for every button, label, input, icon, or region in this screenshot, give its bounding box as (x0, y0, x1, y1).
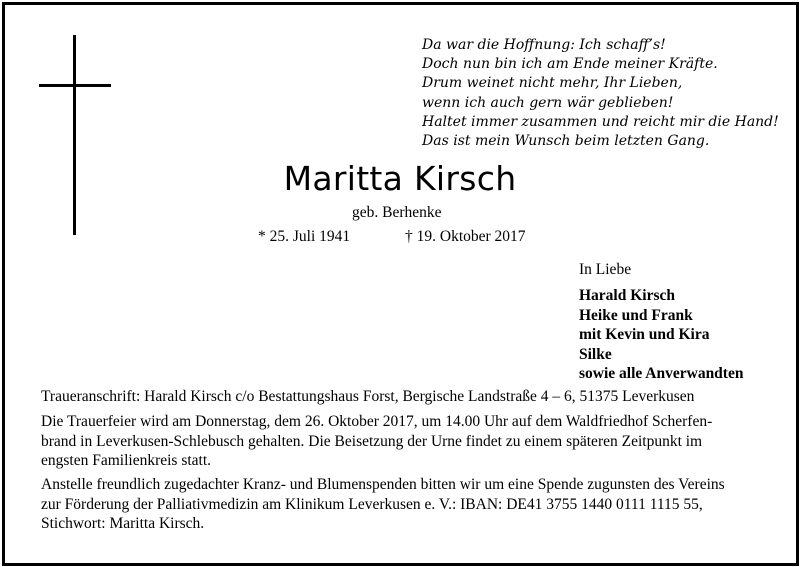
ceremony-line: brand in Leverkusen-Schlebusch gehalten. Die Beisetzung der Urne findet zu einem späteren Zeitpunkt im (41, 432, 703, 450)
ceremony-line: Die Trauerfeier wird am Donnerstag, dem 26. Oktober 2017, um 14.00 Uhr auf dem Waldfriedhof Scherfen- (41, 413, 713, 430)
mourners-list (579, 286, 743, 384)
poem-line: wenn ich auch gern wär geblieben! (422, 94, 674, 111)
poem-line: Das ist mein Wunsch beim letzten Gang. (422, 133, 710, 150)
maiden-name: geb. Berhenke (352, 204, 442, 221)
mourner-name: Heike und Frank (579, 306, 693, 324)
poem-line: Doch nun bin ich am Ende meiner Kräfte. (422, 56, 718, 73)
poem-line: Haltet immer zusammen und reicht mir die Hand! (422, 113, 779, 130)
donation-line: Anstelle freundlich zugedachter Kranz- und Blumenspenden bitten wir um eine Spende zugunsten des Vereins (41, 476, 725, 493)
mourner-name: Harald Kirsch (579, 287, 676, 304)
mourners-intro: In Liebe (579, 261, 632, 278)
mourner-name: Silke (579, 345, 612, 363)
cross-horizontal-bar (39, 84, 111, 87)
poem (422, 36, 782, 151)
cross-vertical-bar (73, 35, 76, 235)
deceased-name: Maritta Kirsch (283, 159, 517, 198)
death-date: † 19. Oktober 2017 (405, 228, 526, 245)
mourner-name: mit Kevin und Kira (579, 326, 710, 343)
mourner-name: sowie alle Anverwandten (579, 365, 744, 382)
mourning-address: Traueranschrift: Harald Kirsch c/o Bestattungshaus Forst, Bergische Landstraße 4 – 6, 51375 Leverkusen (41, 388, 695, 405)
donation-notice (41, 475, 761, 534)
poem-line: Drum weinet nicht mehr, Ihr Lieben, (422, 75, 683, 92)
poem-line: Da war die Hoffnung: Ich schaff’s! (422, 37, 666, 53)
ceremony-line: engsten Familienkreis statt. (41, 452, 212, 469)
birth-date: * 25. Juli 1941 (258, 228, 351, 245)
ceremony-notice (41, 412, 761, 471)
donation-line: Stichwort: Maritta Kirsch. (41, 515, 205, 532)
donation-line: zur Förderung der Palliativmedizin am Klinikum Leverkusen e. V.: IBAN: DE41 3755 1440 0111 1115 55, (41, 495, 703, 513)
